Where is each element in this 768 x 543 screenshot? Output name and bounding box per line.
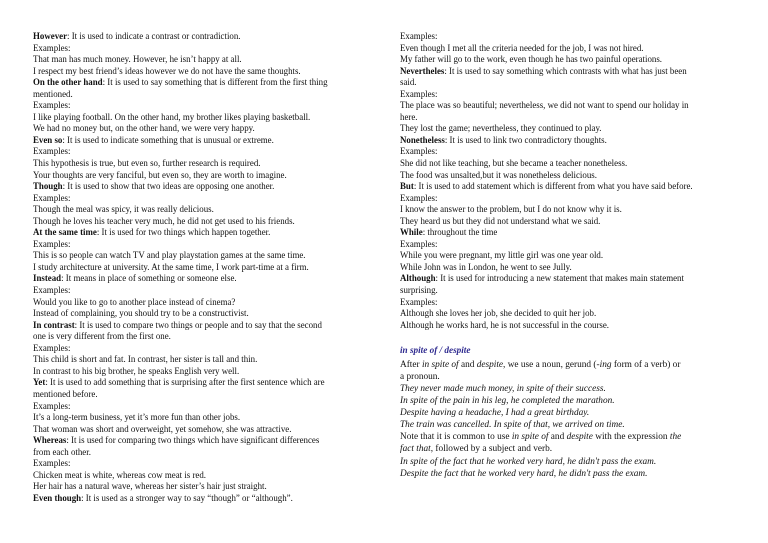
text-line: here. [400,111,418,122]
text-line: Though the meal was spicy, it was really delicious. [33,204,214,215]
spite-note-text: followed by a subject and verb. [433,444,553,455]
text-line: I like playing football. On the other hand, my brother likes playing basketball. [33,111,311,122]
examples-label: Examples: [33,42,71,53]
connector-term: Yet [33,377,46,388]
text-line: We had no money but, on the other hand, we were very happy. [33,123,255,134]
spite-example: They never made much money, in spite of their success. [400,383,606,394]
connector-term: In contrast [33,319,75,330]
spite-intro-text: form of a verb) or [611,359,681,370]
text-line: While John was in London, he went to see Jully. [400,261,572,272]
spite-example: Despite having a headache, I had a great birthday. [400,408,590,419]
definition-text: : It is used for two things which happen together. [96,227,271,238]
definition-line [33,135,371,147]
text-line: Though he loves his teacher very much, he did not get used to his friends. [33,215,295,226]
text-line: My father will go to the work, even though he has two painful operations. [400,54,663,65]
examples-label: Examples: [400,146,438,157]
examples-label: Examples: [33,100,71,111]
definition-text: : It is used to link two contradictory thoughts. [444,134,607,145]
text-line: It’s a long-term business, yet it’s more fun than other jobs. [33,412,241,423]
spite-intro-text: , we use a noun, gerund (- [503,359,600,370]
definition-text: : It is used to compare two things or people and to say that the second [74,319,322,330]
connector-term: At the same time [33,227,97,238]
spite-example: In spite of the pain in his leg, he completed the marathon. [400,396,615,407]
definition-text: : It is used to show that two ideas are opposing one another. [62,181,275,192]
connector-term: Although [400,273,436,284]
examples-label: Examples: [33,238,71,249]
spite-example: The train was cancelled. In spite of that, we arrived on time. [400,420,625,431]
definition-text: : It is used to indicate something that is unusual or extreme. [62,134,274,145]
connector-term: Nonetheless [400,134,445,145]
spite-note-text: with the expression [592,432,670,443]
connector-term: On the other hand [33,77,103,88]
definition-line [33,77,371,89]
text-line: This hypothesis is true, but even so, further research is required. [33,158,261,169]
definition-text: : It is used to add something that is surprising after the first sentence which are [45,377,325,388]
right-column [400,31,736,480]
spite-intro-text: After [400,359,422,370]
text-line: While you were pregnant, my little girl was one year old. [400,250,604,261]
definition-text: : throughout the time [422,227,498,238]
definition-text: : It is used to say something which contrasts with what has just been [444,65,687,76]
text-line: This child is short and fat. In contrast, her sister is tall and thin. [33,354,258,365]
definition-line [33,435,371,447]
left-column [33,31,371,504]
spite-example: In spite of the fact that he worked very hard, he didn't pass the exam. [400,456,657,467]
text-line: Even though I met all the criteria needed for the job, I was not hired. [400,42,644,53]
text-line: That woman was short and overweight, yet somehow, she was attractive. [33,423,292,434]
definition-text: : It is used as a stronger way to say “though” or “although”. [81,492,293,503]
text-line: Would you like to go to another place instead of cinema? [33,296,236,307]
text-line: mentioned before. [33,388,98,399]
definition-line [400,181,736,193]
text-line: Although she loves her job, she decided to quit her job. [400,308,597,319]
text-line: The place was so beautiful; nevertheless, we did not want to spend our holiday in [400,100,689,111]
definition-line [33,377,371,389]
definition-line [33,320,371,332]
text-line: Her hair has a natural wave, whereas her sister’s hair just straight. [33,481,267,492]
text-line: Instead of complaining, you should try to be a constructivist. [33,308,249,319]
spite-intro-term: despite [476,359,504,370]
examples-label: Examples: [33,342,71,353]
connector-term: While [400,227,423,238]
text-line: from each other. [33,446,91,457]
text-line: Although he works hard, he is not successful in the course. [400,319,610,330]
text-line: surprising. [400,285,438,296]
definition-text: : It means in place of something or someone else. [61,273,237,284]
connector-term: Whereas [33,435,67,446]
definition-line [400,273,736,285]
spite-note-text: Note that it is common to use [400,432,512,443]
text-line: This is so people can watch TV and play playstation games at the same time. [33,250,306,261]
definition-text: : It is used to say something that is different from the first thing [102,77,328,88]
definition-line [33,493,371,505]
definition-text: : It is used to add statement which is different from what you have said before. [413,181,693,192]
text-line: Chicken meat is white, whereas cow meat is red. [33,469,207,480]
connector-term: Nevertheles [400,65,445,76]
spite-note-text: and [548,432,567,443]
definition-line [400,66,736,78]
text-line: That man has much money. However, he isn’t happy at all. [33,54,242,65]
connector-term: But [400,181,414,192]
right-column-lines [400,31,736,331]
spite-intro-term: in spite of [421,359,459,370]
text-line: In contrast to his big brother, he speaks English very well. [33,365,240,376]
text-line: mentioned. [33,88,73,99]
text-line: She did not like teaching, but she became a teacher nonetheless. [400,158,628,169]
text-line: They heard us but they did not understand what we said. [400,215,601,226]
examples-label: Examples: [400,192,438,203]
definition-line [33,181,371,193]
connector-term: However [33,31,68,41]
spite-note-term: fact that, [400,444,434,455]
text-line: I respect my best friend’s ideas however we do not have the same thoughts. [33,65,301,76]
definition-text: : It is used to indicate a contrast or contradiction. [67,31,241,41]
text-line: one is very different from the first one. [33,331,171,342]
definition-text: : It is used for comparing two things which have significant differences [66,435,320,446]
definition-line [33,273,371,285]
spite-note-term: despite [566,432,593,443]
connector-term: Though [33,181,63,192]
definition-line [33,31,371,43]
spite-note-line-2 [400,443,736,455]
text-line: I study architecture at university. At the same time, I work part-time at a firm. [33,261,309,272]
spite-note-term: the [669,432,682,443]
spite-intro-term: ing [599,359,612,370]
definition-line [33,227,371,239]
connector-term: Instead [33,273,62,284]
examples-label: Examples: [33,285,71,296]
examples-label: Examples: [400,88,438,99]
spite-section-heading: in spite of / despite [400,345,471,356]
text-line: They lost the game; nevertheless, they continued to play. [400,123,602,134]
definition-line [400,227,736,239]
examples-label: Examples: [33,146,71,157]
examples-label: Examples: [33,458,71,469]
examples-label: Examples: [33,400,71,411]
examples-label: Examples: [400,238,438,249]
definition-line [400,135,736,147]
spite-section-body [400,359,736,480]
spite-intro-line [400,359,736,371]
text-line: The food was unsalted,but it was nonetheless delicious. [400,169,597,180]
examples-label: Examples: [400,31,438,41]
spite-intro-text: and [458,359,477,370]
examples-label: Examples: [33,192,71,203]
spite-note-term: in spite of [511,432,549,443]
text-line: said. [400,77,417,88]
text-line: Your thoughts are very fanciful, but even so, they are worth to imagine. [33,169,287,180]
examples-label: Examples: [400,296,438,307]
definition-text: : It is used for introducing a new statement that makes main statement [435,273,684,284]
spite-note-line [400,431,736,443]
spite-intro-line-2: a pronoun. [400,371,440,382]
spite-example: Despite the fact that he worked very hard, he didn't pass the exam. [400,468,648,479]
connector-term: Even though [33,492,82,503]
connector-term: Even so [33,134,63,145]
text-line: I know the answer to the problem, but I do not know why it is. [400,204,622,215]
